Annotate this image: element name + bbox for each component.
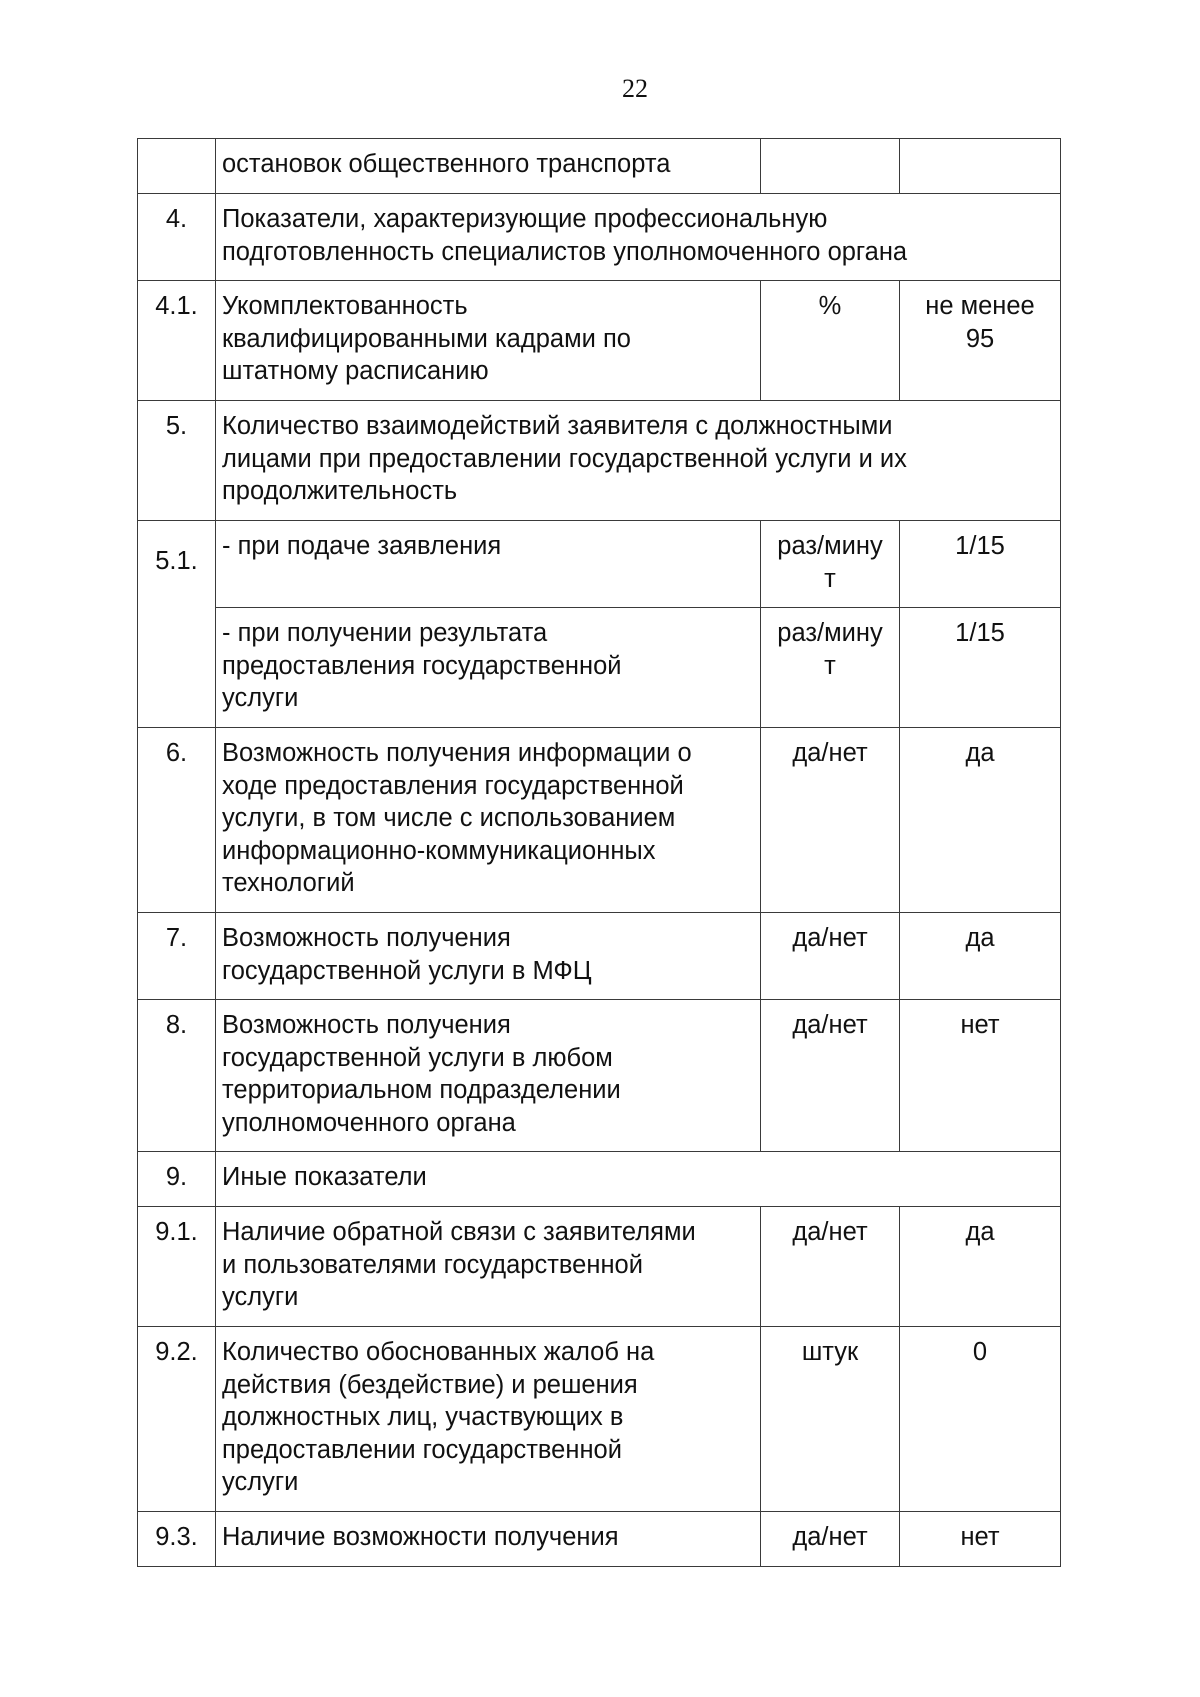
cell-line: 0: [972, 1338, 988, 1366]
value-cell: [900, 913, 1061, 1000]
row-number: 9.3.: [138, 1512, 216, 1567]
cell-line: Возможность получения: [222, 1011, 511, 1039]
cell-line: Иные показатели: [222, 1163, 427, 1191]
value-cell: [900, 281, 1061, 401]
value-cell: [900, 521, 1061, 608]
unit-cell: [761, 1000, 900, 1152]
row-number: 5.: [138, 401, 216, 521]
cell-line: информационно-коммуникационных: [222, 836, 656, 865]
cell-line: подготовленность специалистов уполномоченного органа: [222, 237, 908, 266]
cell-line: штук: [801, 1338, 859, 1366]
cell-line: Возможность получения: [222, 924, 511, 952]
unit-cell: [761, 1327, 900, 1512]
indicator-name: [216, 281, 761, 401]
cell-line: да/нет: [792, 1523, 868, 1551]
page-number: 22: [622, 74, 648, 103]
cell-line: Показатели, характеризующие профессиональную: [222, 205, 828, 233]
cell-line: да: [965, 1218, 995, 1246]
unit-cell: [761, 1207, 900, 1327]
cell-line: государственной услуги в любом: [222, 1043, 613, 1072]
indicator-name: [216, 1327, 761, 1512]
table-row: [138, 401, 1061, 521]
value-cell: [900, 728, 1061, 913]
table-row: [138, 194, 1061, 281]
row-number: 8.: [138, 1000, 216, 1152]
cell-line: 1/15: [955, 532, 1005, 560]
value-cell: [900, 1000, 1061, 1152]
cell-line: не менее: [925, 292, 1035, 320]
unit-cell: [761, 1512, 900, 1567]
unit-cell: [761, 281, 900, 401]
cell-line: %: [818, 292, 842, 320]
table-row: [138, 608, 1061, 728]
cell-line: т: [824, 651, 836, 680]
cell-line: нет: [960, 1011, 1000, 1039]
cell-line: территориальном подразделении: [222, 1076, 621, 1104]
table-row: [138, 1512, 1061, 1567]
cell-line: квалифицированными кадрами по: [222, 324, 631, 353]
row-number: 7.: [138, 913, 216, 1000]
table-row: [138, 728, 1061, 913]
cell-line: государственной услуги в МФЦ: [222, 956, 592, 985]
cell-line: услуги: [222, 1468, 299, 1496]
cell-line: 95: [965, 324, 995, 353]
unit-cell: [761, 139, 900, 194]
indicators-table: [137, 138, 1061, 1567]
cell-line: Наличие обратной связи с заявителями: [222, 1218, 696, 1246]
cell-line: услуги, в том числе с использованием: [222, 804, 676, 832]
cell-line: предоставления государственной: [222, 651, 622, 680]
row-number: 9.: [138, 1152, 216, 1207]
indicator-name: [216, 913, 761, 1000]
cell-line: раз/мину: [777, 619, 883, 647]
cell-line: Возможность получения информации о: [222, 739, 692, 767]
cell-line: и пользователями государственной: [222, 1250, 643, 1279]
cell-line: раз/мину: [777, 532, 883, 560]
cell-line: т: [824, 564, 836, 593]
cell-line: Количество взаимодействий заявителя с должностными: [222, 412, 893, 440]
section-heading: [216, 401, 1061, 521]
cell-line: - при подаче заявления: [222, 532, 502, 560]
row-number: 6.: [138, 728, 216, 913]
table-row: [138, 521, 1061, 608]
indicator-name: [216, 521, 761, 608]
cell-line: Укомплектованность: [222, 292, 468, 320]
cell-line: да/нет: [792, 1218, 868, 1246]
row-number: 4.: [138, 194, 216, 281]
cell-line: да/нет: [792, 1011, 868, 1039]
row-number: 9.2.: [138, 1327, 216, 1512]
unit-cell: [761, 521, 900, 608]
indicator-name: [216, 608, 761, 728]
indicator-name: [216, 1207, 761, 1327]
cell-line: нет: [960, 1523, 1000, 1551]
table-row: [138, 913, 1061, 1000]
cell-line: технологий: [222, 869, 355, 897]
table-row: [138, 1207, 1061, 1327]
unit-cell: [761, 608, 900, 728]
cell-line: да/нет: [792, 924, 868, 952]
cell-line: 1/15: [955, 619, 1005, 647]
indicator-name: [216, 139, 761, 194]
value-cell: [900, 608, 1061, 728]
cell-line: да: [965, 739, 995, 767]
table-row: [138, 1000, 1061, 1152]
value-cell: [900, 1327, 1061, 1512]
indicator-name: [216, 728, 761, 913]
cell-line: услуги: [222, 1283, 299, 1311]
cell-line: Количество обоснованных жалоб на: [222, 1338, 655, 1366]
indicator-name: [216, 1000, 761, 1152]
value-cell: [900, 1512, 1061, 1567]
cell-line: должностных лиц, участвующих в: [222, 1403, 624, 1431]
cell-line: да: [965, 924, 995, 952]
value-cell: [900, 139, 1061, 194]
unit-cell: [761, 913, 900, 1000]
row-number: 5.1.: [138, 521, 216, 728]
section-heading: [216, 194, 1061, 281]
indicator-name: [216, 1512, 761, 1567]
table-row: [138, 1152, 1061, 1207]
cell-line: продолжительность: [222, 477, 458, 505]
table-row: [138, 1327, 1061, 1512]
row-number: [138, 139, 216, 194]
section-heading: [216, 1152, 1061, 1207]
row-number: 4.1.: [138, 281, 216, 401]
cell-line: ходе предоставления государственной: [222, 771, 684, 800]
table-row: [138, 139, 1061, 194]
row-number: 9.1.: [138, 1207, 216, 1327]
unit-cell: [761, 728, 900, 913]
table-row: [138, 281, 1061, 401]
cell-line: уполномоченного органа: [222, 1108, 516, 1137]
cell-line: штатному расписанию: [222, 357, 489, 385]
value-cell: [900, 1207, 1061, 1327]
cell-line: действия (бездействие) и решения: [222, 1370, 638, 1399]
cell-line: Наличие возможности получения: [222, 1523, 619, 1551]
cell-line: - при получении результата: [222, 619, 548, 647]
cell-line: лицами при предоставлении государственной услуги и их: [222, 444, 907, 473]
cell-line: услуги: [222, 684, 299, 712]
cell-line: предоставлении государственной: [222, 1435, 622, 1464]
cell-line: остановок общественного транспорта: [222, 150, 671, 178]
cell-line: да/нет: [792, 739, 868, 767]
